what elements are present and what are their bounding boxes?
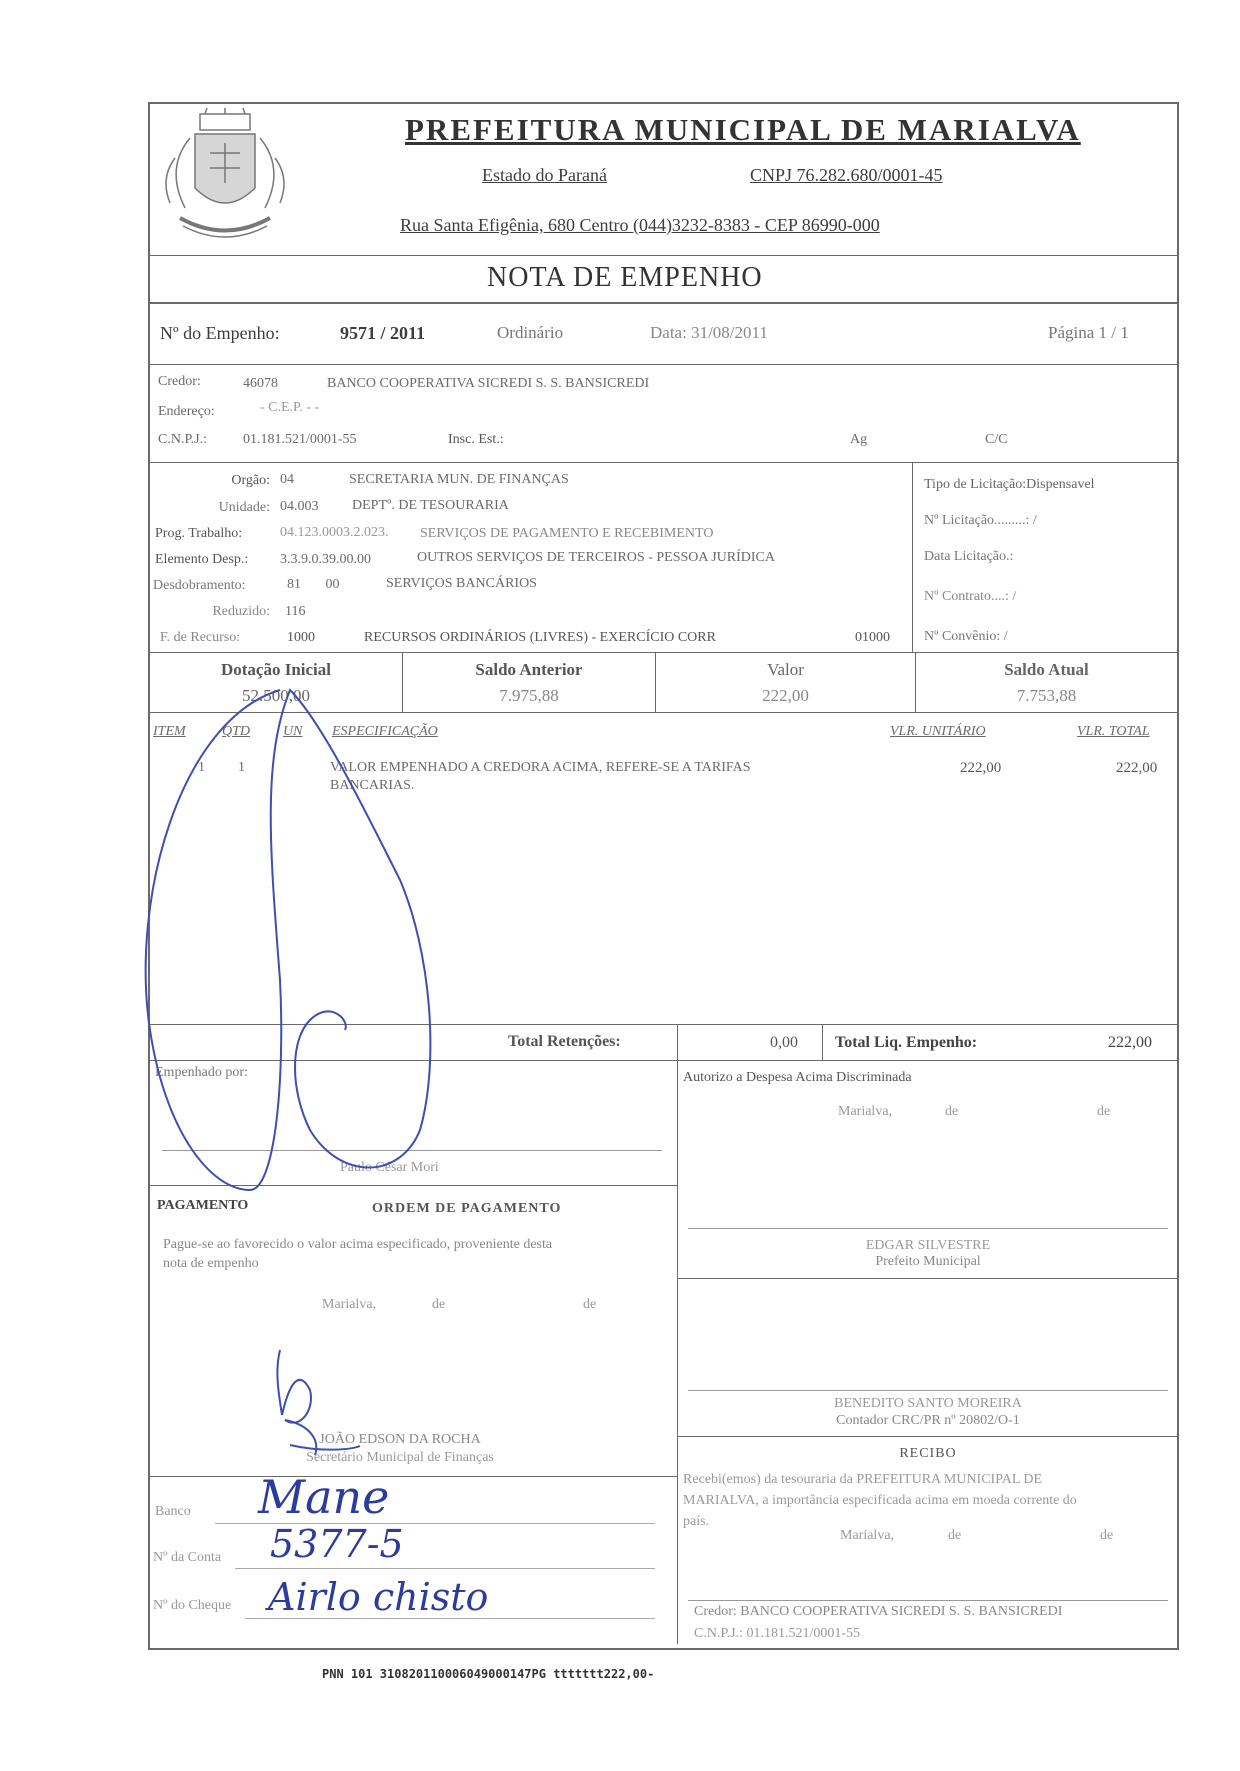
contador-title: Contador CRC/PR nº 20802/O-1	[836, 1413, 1020, 1428]
empenhado-por-label: Empenhado por:	[155, 1065, 248, 1080]
secretario-title: Secretário Municipal de Finanças	[306, 1450, 494, 1465]
cc-label: C/C	[985, 432, 1008, 447]
cnpj-value: 01.181.521/0001-55	[243, 432, 357, 447]
pagamento-de-2: de	[583, 1297, 597, 1312]
retencoes-value: 0,00	[770, 1034, 798, 1051]
header-state: Estado do Paraná	[482, 165, 607, 185]
page-number: Página 1 / 1	[1048, 323, 1129, 342]
contrato-number: Nº Contrato....: /	[924, 589, 1017, 604]
vlr-unitario-header: VLR. UNITÁRIO	[890, 724, 986, 739]
item-header: ITEM	[153, 724, 186, 739]
recibo-text-3: país.	[683, 1514, 710, 1529]
elemento-name: OUTROS SERVIÇOS DE TERCEIROS - PESSOA JURÍDICA	[417, 550, 776, 565]
dotacao-value: 52.500,00	[242, 686, 310, 705]
pagamento-city: Marialva,	[322, 1297, 377, 1312]
liquido-value: 222,00	[1108, 1034, 1152, 1051]
banco-label: Banco	[155, 1504, 191, 1519]
unidade-label: Unidade:	[218, 500, 270, 515]
autorizo-city: Marialva,	[838, 1104, 893, 1119]
address-label: Endereço:	[158, 404, 215, 419]
convenio-number: Nº Convênio: /	[924, 629, 1008, 644]
vlr-total-header: VLR. TOTAL	[1077, 724, 1150, 739]
liquido-label: Total Liq. Empenho:	[835, 1034, 978, 1051]
header-title: PREFEITURA MUNICIPAL DE MARIALVA	[405, 112, 1081, 147]
credor-code: 46078	[243, 376, 278, 391]
insc-label: Insc. Est.:	[448, 432, 504, 447]
desdobramento-name: SERVIÇOS BANCÁRIOS	[386, 576, 537, 591]
credor-label: Credor:	[158, 374, 201, 389]
joao-name: JOÃO EDSON DA ROCHA	[319, 1432, 481, 1447]
ag-label: Ag	[850, 432, 868, 447]
autorizo-de-1: de	[945, 1104, 959, 1119]
autorizo-label: Autorizo a Despesa Acima Discriminada	[683, 1070, 912, 1085]
empenho-date: Data: 31/08/2011	[650, 323, 768, 342]
recibo-text-2: MARIALVA, a importância especificada acima em moeda corrente do	[683, 1493, 1077, 1508]
recurso-name: RECURSOS ORDINÁRIOS (LIVRES) - EXERCÍCIO CORR	[364, 630, 716, 645]
edgar-name: EDGAR SILVESTRE	[865, 1238, 991, 1253]
conta-handwritten: 5377-5	[270, 1522, 404, 1566]
elemento-code: 3.3.9.0.39.00.00	[280, 552, 371, 567]
item-total-value: 222,00	[1116, 760, 1158, 776]
footer-barcode-text: PNN 101 310820110006049000147PG ttttttt222,00-	[322, 1667, 655, 1681]
item-description-line2: BANCARIAS.	[330, 778, 415, 793]
licitacao-date: Data Licitação.:	[924, 549, 1014, 564]
benedito-name: BENEDITO SANTO MOREIRA	[834, 1396, 1022, 1411]
saldo-atual-value: 7.753,88	[1016, 686, 1077, 705]
prog-label: Prog. Trabalho:	[155, 526, 243, 541]
recurso-code: 1000	[287, 630, 315, 645]
document-title: NOTA DE EMPENHO	[487, 262, 763, 293]
recibo-city: Marialva,	[840, 1528, 895, 1543]
empenho-type: Ordinário	[497, 323, 564, 342]
prefeito-title: Prefeito Municipal	[875, 1254, 981, 1269]
retencoes-label: Total Retenções:	[508, 1033, 621, 1050]
autorizo-de-2: de	[1097, 1104, 1111, 1119]
reduzido-label: Reduzido:	[212, 604, 270, 619]
paulo-name: Paulo César Mori	[340, 1160, 439, 1175]
prog-name: SERVIÇOS DE PAGAMENTO E RECEBIMENTO	[420, 526, 714, 541]
pagamento-text-2: nota de empenho	[163, 1256, 259, 1271]
empenho-number-label: Nº do Empenho:	[160, 323, 280, 343]
conta-label: Nº da Conta	[153, 1550, 222, 1565]
ordem-pagamento-title: ORDEM DE PAGAMENTO	[372, 1201, 562, 1216]
elemento-label: Elemento Desp.:	[155, 552, 249, 567]
recibo-title: RECIBO	[899, 1446, 957, 1461]
recurso-fonte: 01000	[855, 630, 890, 645]
especificacao-header: ESPECIFICAÇÃO	[332, 724, 438, 739]
saldo-anterior-value: 7.975,88	[499, 686, 559, 705]
banco-handwritten: Mane	[258, 1470, 390, 1524]
orgao-name: SECRETARIA MUN. DE FINANÇAS	[349, 472, 569, 487]
recibo-cnpj: C.N.P.J.: 01.181.521/0001-55	[694, 1626, 861, 1641]
header-address: Rua Santa Efigênia, 680 Centro (044)3232-8383 - CEP 86990-000	[400, 215, 880, 235]
dotacao-header: Dotação Inicial	[220, 660, 332, 679]
header-cnpj: CNPJ 76.282.680/0001-45	[750, 165, 943, 185]
credor-name: BANCO COOPERATIVA SICREDI S. S. BANSICREDI	[327, 376, 650, 391]
orgao-label: Orgão:	[231, 473, 270, 488]
recibo-text-1: Recebi(emos) da tesouraria da PREFEITURA MUNICIPAL DE	[683, 1472, 1043, 1487]
un-header: UN	[283, 724, 303, 739]
pagamento-de-1: de	[432, 1297, 446, 1312]
recurso-label: F. de Recurso:	[160, 630, 241, 645]
item-number: 1	[198, 760, 205, 775]
recibo-de-2: de	[1100, 1528, 1114, 1543]
qtd-header: QTD	[222, 724, 251, 739]
desdobramento-code: 81 00	[287, 577, 340, 592]
pagamento-label: PAGAMENTO	[157, 1198, 249, 1213]
pagamento-text-1: Pague-se ao favorecido o valor acima especificado, proveniente desta	[163, 1237, 553, 1252]
address-value: - C.E.P. - -	[260, 400, 320, 415]
item-qtd: 1	[238, 760, 245, 775]
valor-header: Valor	[767, 660, 804, 679]
cheque-label: Nº do Cheque	[153, 1598, 232, 1613]
recibo-credor: Credor: BANCO COOPERATIVA SICREDI S. S. BANSICREDI	[694, 1604, 1063, 1619]
licitacao-type: Tipo de Licitação:Dispensavel	[924, 477, 1095, 492]
item-unit-value: 222,00	[960, 760, 1002, 776]
licitacao-number: Nº Licitação.........: /	[924, 513, 1037, 528]
item-description-line1: VALOR EMPENHADO A CREDORA ACIMA, REFERE-SE A TARIFAS	[330, 760, 751, 775]
recibo-de-1: de	[948, 1528, 962, 1543]
cnpj-label: C.N.P.J.:	[158, 432, 208, 447]
cheque-handwritten: Airlo chisto	[268, 1575, 489, 1619]
orgao-code: 04	[280, 472, 294, 487]
saldo-anterior-header: Saldo Anterior	[475, 660, 583, 679]
empenho-number: 9571 / 2011	[340, 323, 426, 343]
desdobramento-label: Desdobramento:	[153, 578, 246, 593]
unidade-name: DEPTº. DE TESOURARIA	[352, 498, 509, 513]
unidade-code: 04.003	[280, 499, 319, 514]
valor-value: 222,00	[762, 686, 809, 705]
prog-code: 04.123.0003.2.023.	[280, 525, 389, 540]
saldo-atual-header: Saldo Atual	[1004, 660, 1089, 679]
reduzido-value: 116	[285, 604, 306, 619]
